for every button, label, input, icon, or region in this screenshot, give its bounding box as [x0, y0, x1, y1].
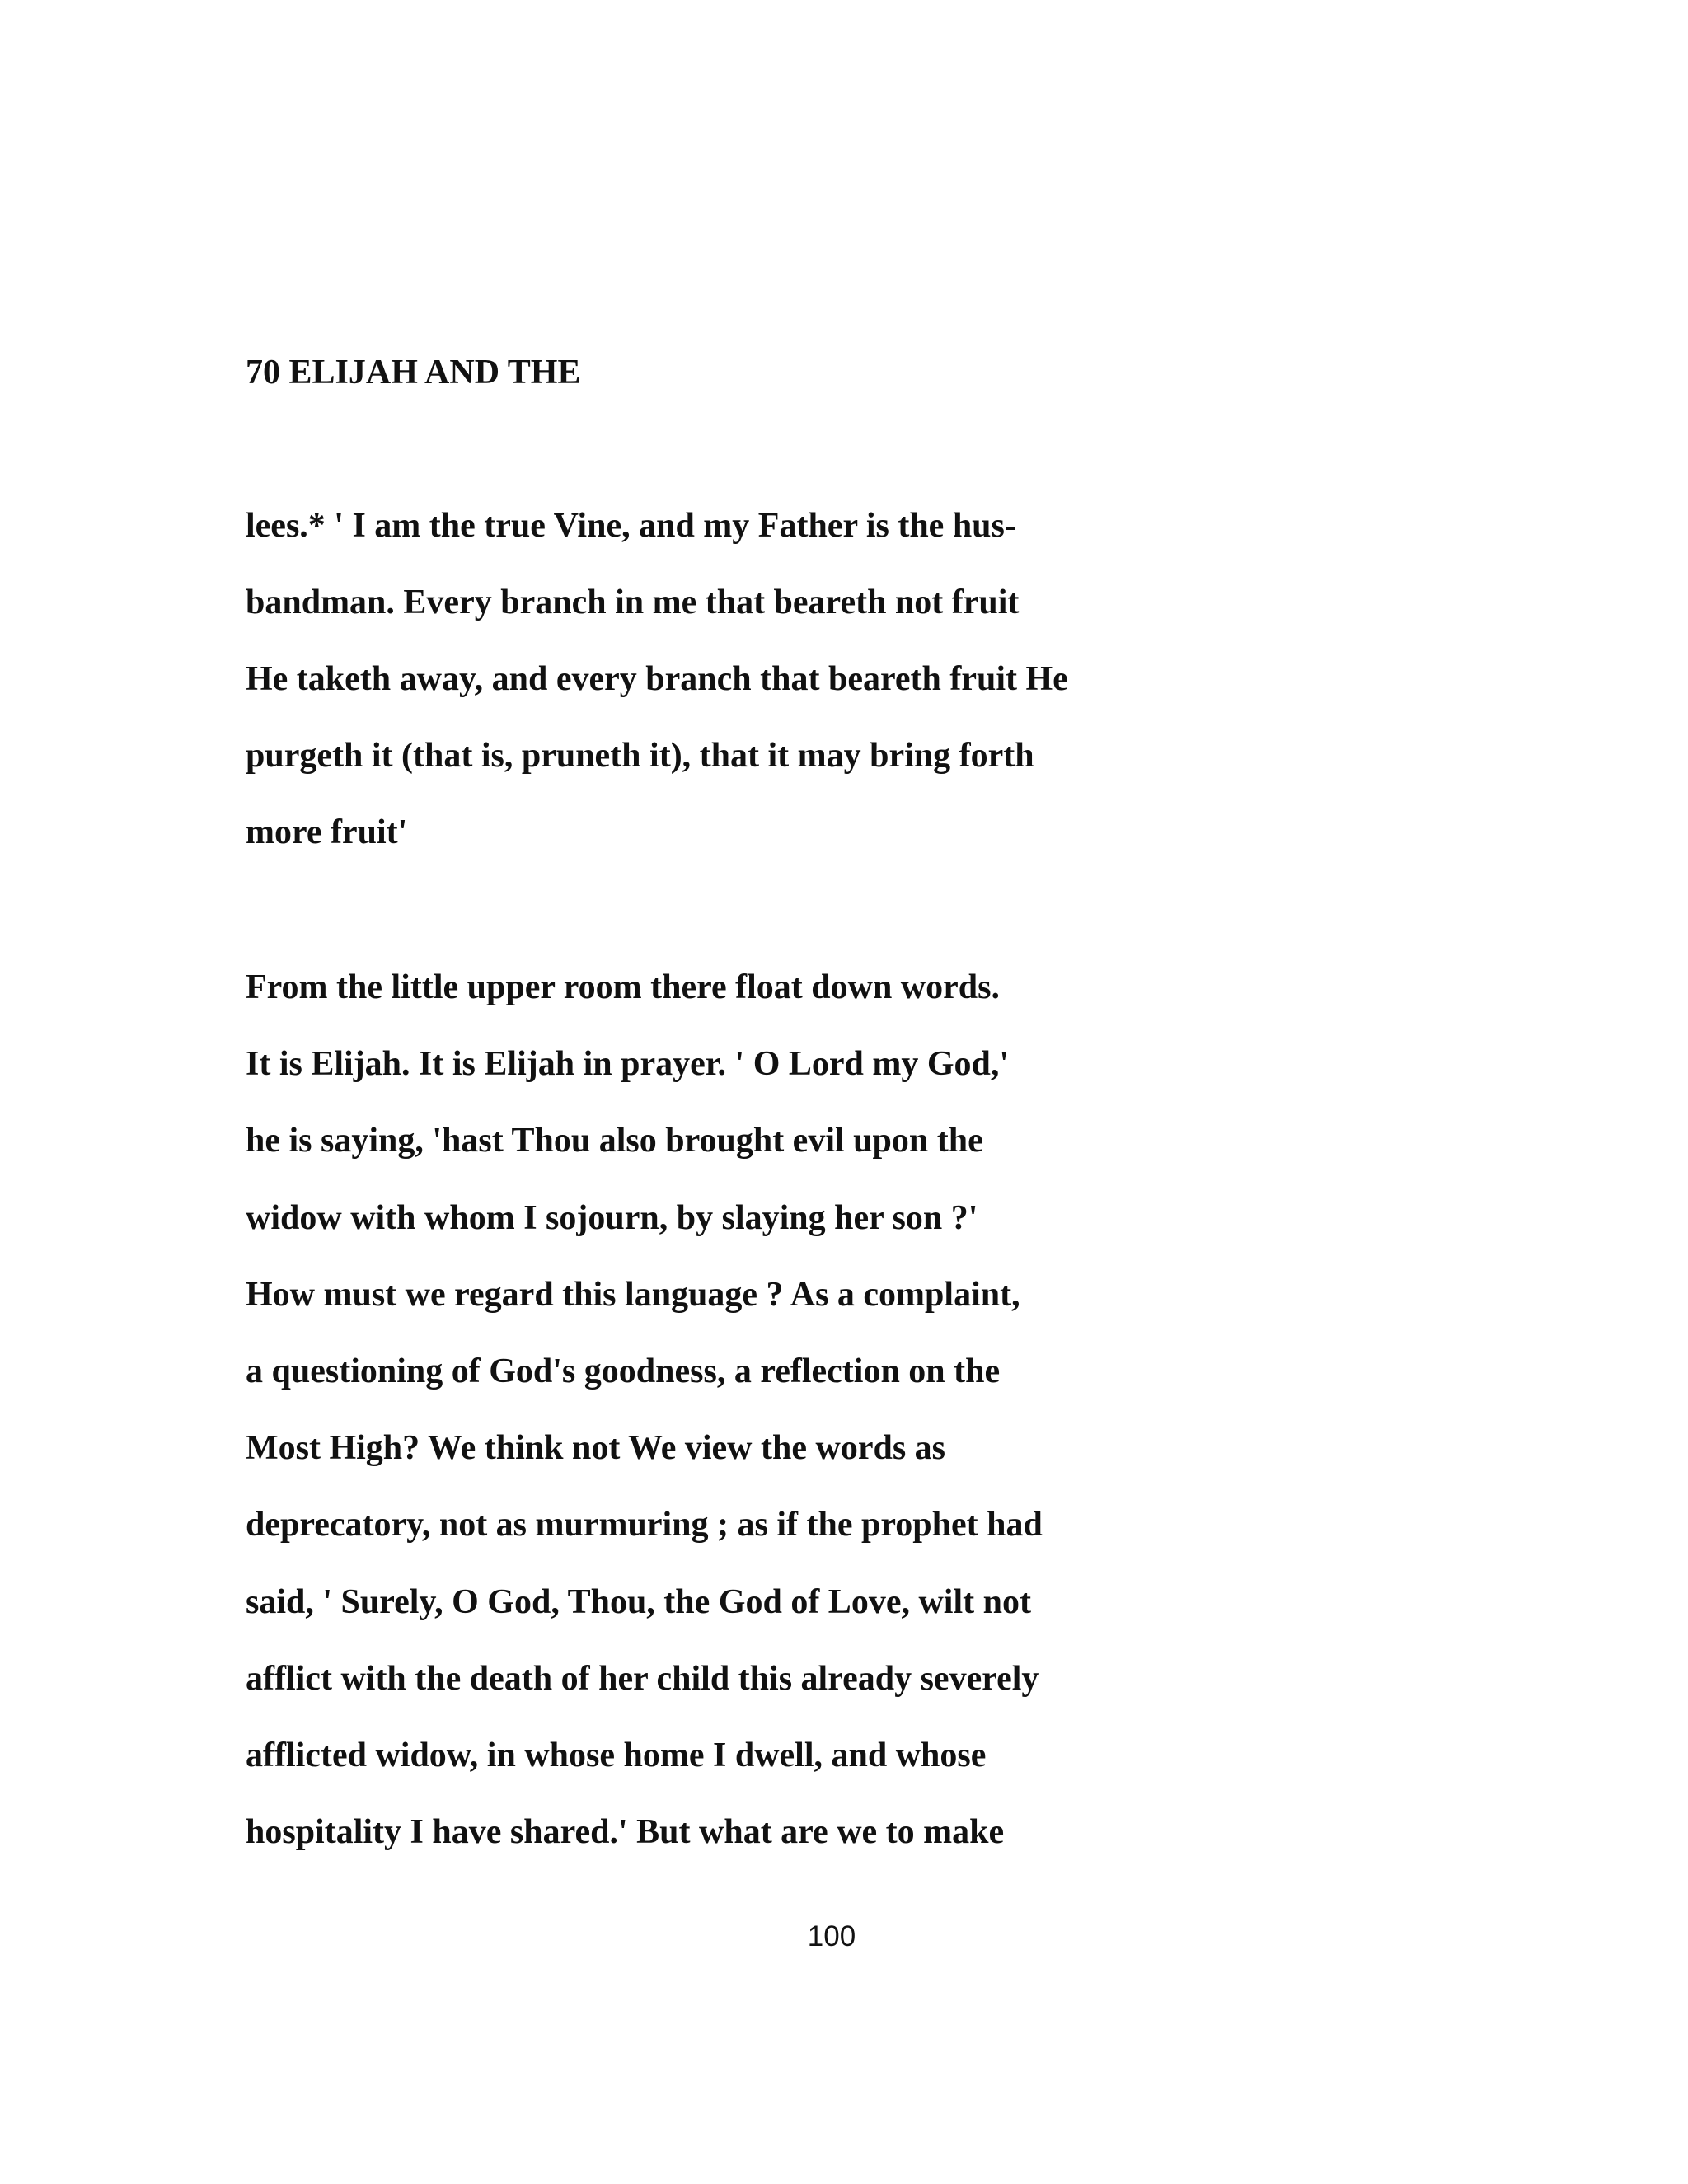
text-line: lees.* ' I am the true Vine, and my Father is the hus-: [246, 507, 1016, 545]
text-line: Most High? We think not We view the words as: [246, 1429, 946, 1467]
running-head: 70 ELIJAH AND THE: [246, 354, 581, 391]
text-line: hospitality I have shared.' But what are we to make: [246, 1813, 1005, 1851]
text-line: afflict with the death of her child this already severely: [246, 1660, 1039, 1698]
text-line: It is Elijah. It is Elijah in prayer. ' O Lord my God,': [246, 1045, 1010, 1083]
text-line: he is saying, 'hast Thou also brought evil upon the: [246, 1122, 983, 1160]
text-line: bandman. Every branch in me that beareth not fruit: [246, 583, 1020, 621]
text-line: He taketh away, and every branch that beareth fruit He: [246, 660, 1068, 698]
text-line: purgeth it (that is, pruneth it), that it may bring forth: [246, 737, 1034, 775]
text-line: deprecatory, not as murmuring ; as if the prophet had: [246, 1506, 1043, 1544]
text-line: a questioning of God's goodness, a reflection on the: [246, 1352, 1001, 1390]
text-line: From the little upper room there float down words.: [246, 968, 1000, 1006]
page-number: 100: [807, 1920, 856, 1952]
text-line: said, ' Surely, O God, Thou, the God of Love, wilt not: [246, 1583, 1031, 1621]
text-line: more fruit': [246, 813, 408, 851]
text-line: widow with whom I sojourn, by slaying her son ?': [246, 1199, 978, 1237]
text-line: afflicted widow, in whose home I dwell, and whose: [246, 1736, 987, 1774]
text-line: How must we regard this language ? As a complaint,: [246, 1276, 1020, 1314]
